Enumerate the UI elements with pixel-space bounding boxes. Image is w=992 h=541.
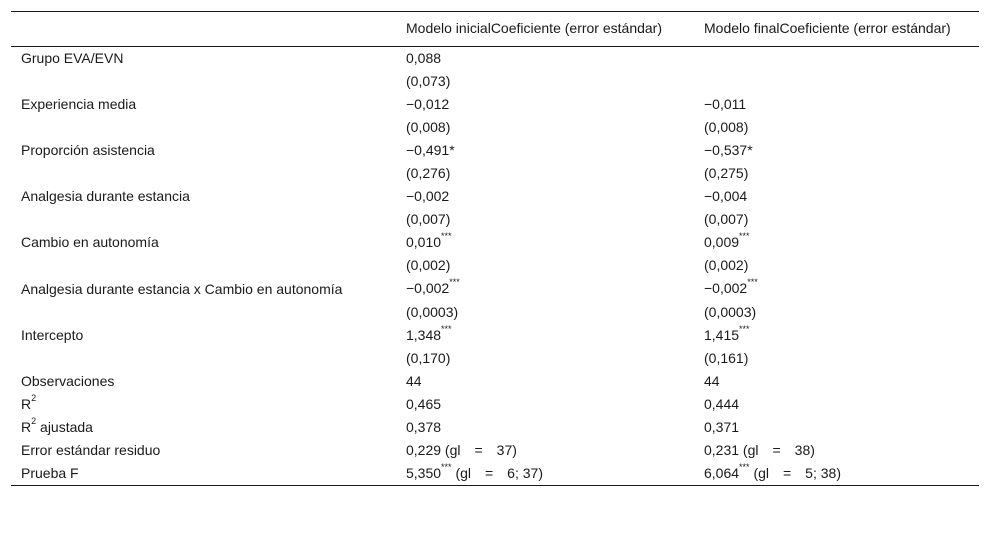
coefficient-text: (0,008): [406, 119, 451, 135]
coefficient-text: 0,088: [406, 50, 442, 66]
row-label: [11, 93, 396, 116]
coefficient-text: 0,444: [704, 396, 740, 412]
coefficient-text: 0,009: [704, 234, 740, 250]
row-label-text: Cambio en autonomía: [21, 234, 159, 250]
coefficient-text: 0,465: [406, 396, 442, 412]
coefficient-text: (0,0003): [406, 304, 459, 320]
row-label-superscript: 2: [31, 416, 37, 427]
row-label: [11, 439, 396, 462]
final-model-value: [694, 162, 979, 185]
row-label: [11, 116, 396, 139]
coefficient-text: (0,007): [406, 211, 451, 227]
coefficient-text: (0,008): [704, 119, 749, 135]
coefficient-text: 5,350: [406, 465, 442, 481]
table-row: [11, 70, 979, 93]
final-model-value: [694, 254, 979, 277]
row-label: [11, 416, 396, 439]
initial-model-value: [396, 162, 694, 185]
row-label: [11, 185, 396, 208]
row-label: [11, 162, 396, 185]
coefficient-text: −0,002: [406, 280, 450, 296]
row-label: [11, 462, 396, 486]
table-row: [11, 139, 979, 162]
header-final-model: Modelo finalCoeficiente (error estándar): [704, 20, 951, 36]
table-body: [11, 47, 979, 486]
final-model-value: [694, 116, 979, 139]
table-row: [11, 324, 979, 347]
row-label-text: Prueba F: [21, 465, 79, 481]
significance-stars: ***: [441, 324, 452, 335]
coefficient-text: −0,002: [704, 280, 748, 296]
row-label: [11, 47, 396, 71]
initial-model-value: [396, 301, 694, 324]
table-row: [11, 231, 979, 254]
final-model-value: [694, 231, 979, 254]
coefficient-text: 0,371: [704, 419, 740, 435]
coefficient-text: (0,170): [406, 350, 451, 366]
initial-model-value: [396, 277, 694, 301]
table-row: [11, 47, 979, 71]
row-label: [11, 277, 396, 301]
coefficient-text: 0,229 (gl = 37): [406, 442, 517, 458]
row-label-text: Experiencia media: [21, 96, 137, 112]
coefficient-text: (0,275): [704, 165, 749, 181]
significance-stars: ***: [441, 231, 452, 242]
coefficient-text: −0,537*: [704, 142, 753, 158]
significance-stars: ***: [441, 462, 452, 473]
coefficient-text: (0,0003): [704, 304, 757, 320]
significance-stars: ***: [739, 462, 750, 473]
coefficient-text: (0,073): [406, 73, 451, 89]
table-row: [11, 393, 979, 416]
row-label-text: Proporción asistencia: [21, 142, 155, 158]
table-header-row: [11, 12, 979, 47]
coefficient-text: (0,002): [406, 257, 451, 273]
table-row: [11, 370, 979, 393]
coefficient-text: 44: [406, 373, 422, 389]
final-model-value: [694, 439, 979, 462]
initial-model-value: [396, 347, 694, 370]
final-model-value: [694, 208, 979, 231]
initial-model-value: [396, 462, 694, 486]
final-model-value: [694, 301, 979, 324]
table-row: [11, 416, 979, 439]
table-row: [11, 254, 979, 277]
row-label: [11, 208, 396, 231]
final-model-value: [694, 185, 979, 208]
final-model-value: [694, 47, 979, 71]
row-label: [11, 347, 396, 370]
row-label: [11, 139, 396, 162]
initial-model-value: [396, 93, 694, 116]
coefficient-text: (0,276): [406, 165, 451, 181]
initial-model-value: [396, 70, 694, 93]
table-row: [11, 347, 979, 370]
row-label: [11, 370, 396, 393]
row-label: [11, 301, 396, 324]
row-label: [11, 231, 396, 254]
initial-model-value: [396, 47, 694, 71]
initial-model-value: [396, 370, 694, 393]
coefficient-text: −0,012: [406, 96, 450, 112]
coefficient-text: 1,348: [406, 327, 442, 343]
table-row: [11, 116, 979, 139]
significance-stars: ***: [747, 277, 758, 288]
coefficient-text: −0,002: [406, 188, 450, 204]
row-label-tail: ajustada: [36, 419, 93, 435]
row-label-text: Error estándar residuo: [21, 442, 161, 458]
header-empty-cell: [11, 12, 396, 47]
table-row: [11, 162, 979, 185]
final-model-value: [694, 70, 979, 93]
coefficient-text: (0,161): [704, 350, 749, 366]
row-label: [11, 254, 396, 277]
row-label-text: Analgesia durante estancia x Cambio en autonomía: [21, 281, 343, 297]
degrees-of-freedom-text: (gl = 6; 37): [451, 465, 543, 481]
table-row: [11, 462, 979, 486]
row-label-text: Grupo EVA/EVN: [21, 50, 124, 66]
significance-stars: ***: [739, 231, 750, 242]
initial-model-value: [396, 231, 694, 254]
table-row: [11, 439, 979, 462]
initial-model-value: [396, 439, 694, 462]
significance-stars: ***: [449, 277, 460, 288]
initial-model-value: [396, 324, 694, 347]
row-label: [11, 324, 396, 347]
final-model-value: [694, 393, 979, 416]
significance-stars: ***: [739, 324, 750, 335]
final-model-value: [694, 277, 979, 301]
initial-model-value: [396, 185, 694, 208]
initial-model-value: [396, 416, 694, 439]
degrees-of-freedom-text: (gl = 5; 38): [749, 465, 841, 481]
final-model-value: [694, 139, 979, 162]
coefficient-text: −0,011: [704, 96, 747, 112]
final-model-value: [694, 462, 979, 486]
row-label-text: Observaciones: [21, 373, 115, 389]
coefficient-text: (0,002): [704, 257, 749, 273]
table-row: [11, 301, 979, 324]
initial-model-value: [396, 139, 694, 162]
final-model-value: [694, 370, 979, 393]
initial-model-value: [396, 116, 694, 139]
table-row: [11, 277, 979, 301]
coefficient-text: −0,491*: [406, 142, 455, 158]
coefficient-text: 6,064: [704, 465, 740, 481]
row-label: [11, 393, 396, 416]
final-model-value: [694, 93, 979, 116]
table-row: [11, 185, 979, 208]
row-label-superscript: 2: [31, 393, 37, 404]
initial-model-value: [396, 254, 694, 277]
coefficient-text: 44: [704, 373, 720, 389]
row-label-text: Intercepto: [21, 327, 84, 343]
header-initial-model: Modelo inicialCoeficiente (error estándar): [406, 20, 663, 36]
initial-model-value: [396, 393, 694, 416]
table-row: [11, 208, 979, 231]
coefficient-text: −0,004: [704, 188, 748, 204]
table-row: [11, 93, 979, 116]
regression-table: [11, 11, 979, 486]
initial-model-value: [396, 208, 694, 231]
row-label-text: R: [21, 419, 32, 435]
final-model-value: [694, 416, 979, 439]
coefficient-text: 0,010: [406, 234, 442, 250]
coefficient-text: 0,378: [406, 419, 442, 435]
row-label-text: R: [21, 396, 32, 412]
coefficient-text: (0,007): [704, 211, 749, 227]
coefficient-text: 1,415: [704, 327, 740, 343]
coefficient-text: 0,231 (gl = 38): [704, 442, 815, 458]
final-model-value: [694, 324, 979, 347]
row-label-text: Analgesia durante estancia: [21, 188, 190, 204]
row-label: [11, 70, 396, 93]
final-model-value: [694, 347, 979, 370]
